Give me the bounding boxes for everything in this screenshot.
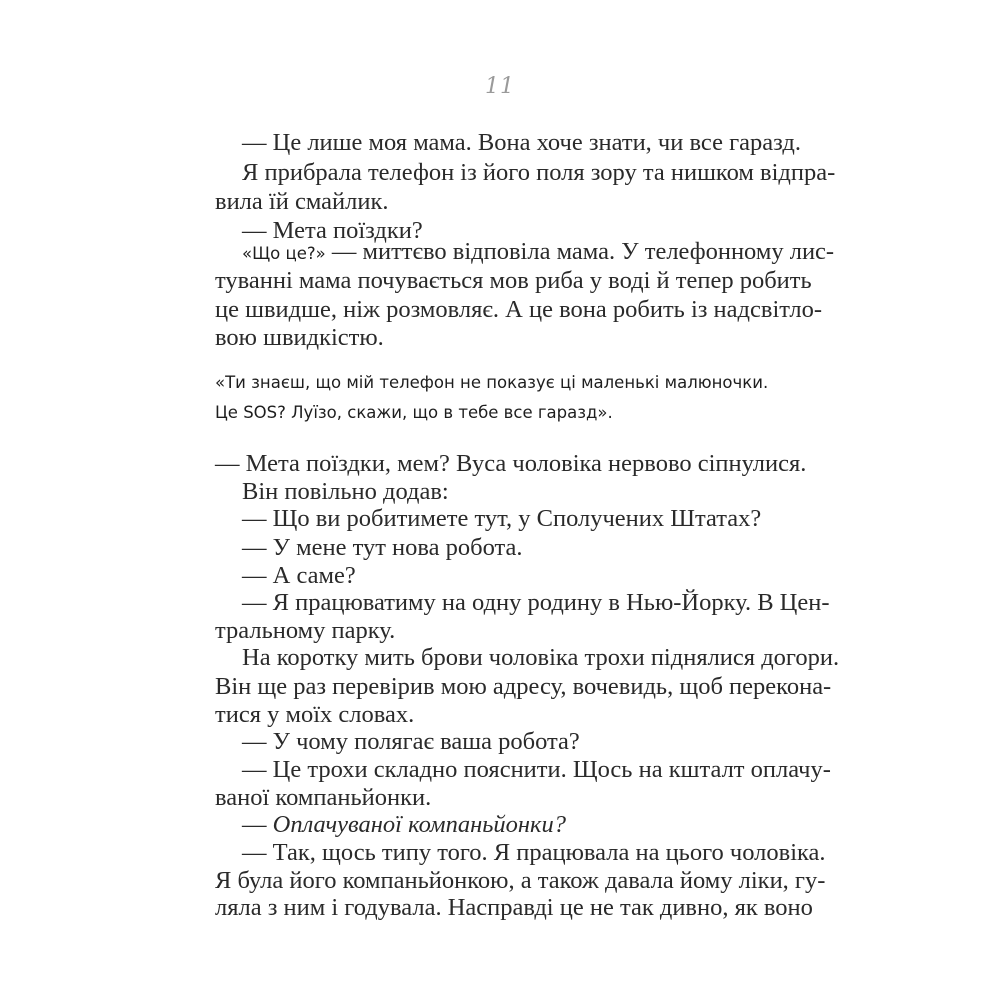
text-line-7: це швидше, ніж розмовляє. А це вона робить із надсвітло- xyxy=(215,296,822,323)
text-line-4: — Мета поїздки? xyxy=(242,217,423,244)
message-line-1: «Ти знаєш, що мій телефон не показує ці маленькі малюночки. xyxy=(215,373,769,392)
page-number: 11 xyxy=(485,74,515,99)
text-line-25: ляла з ним і годувала. Насправді це не так дивно, як воно xyxy=(215,894,813,921)
text-line-13: — А саме? xyxy=(242,562,356,589)
text-line-3: вила їй смайлик. xyxy=(215,188,389,215)
text-line-5 xyxy=(242,237,835,269)
text-line-11: — Що ви робитимете тут, у Сполучених Штатах? xyxy=(242,505,762,532)
text-line-21: ваної компаньйонки. xyxy=(215,784,432,811)
text-line-17: Він ще раз перевірив мою адресу, вочевидь, щоб перекона- xyxy=(215,673,832,700)
text-line-5-rest: — миттєво відповіла мама. У телефонному лис- xyxy=(325,238,835,265)
text-line-6: туванні мама почувається мов риба у воді й тепер робить xyxy=(215,267,812,294)
dash: — xyxy=(242,811,273,838)
text-line-19: — У чому полягає ваша робота? xyxy=(242,728,580,755)
message-line-2: Це SOS? Луїзо, скажи, що в тебе все гаразд». xyxy=(215,403,613,422)
italic-phrase: Оплачуваної компаньйонки? xyxy=(272,811,566,838)
text-line-8: вою швидкістю. xyxy=(215,324,384,351)
text-line-12: — У мене тут нова робота. xyxy=(242,534,523,561)
text-line-22 xyxy=(242,810,566,840)
text-line-1: — Це лише моя мама. Вона хоче знати, чи все гаразд. xyxy=(242,129,801,156)
text-line-15: тральному парку. xyxy=(215,617,396,644)
message-quote-inline: «Що це?» xyxy=(242,244,326,263)
text-line-2: Я прибрала телефон із його поля зору та нишком відпра- xyxy=(242,159,836,186)
text-line-23: — Так, щось типу того. Я працювала на цього чоловіка. xyxy=(242,839,826,866)
text-line-24: Я була його компаньйонкою, а також давала йому ліки, гу- xyxy=(215,867,826,894)
text-line-20: — Це трохи складно пояснити. Щось на кшталт оплачу- xyxy=(242,756,831,783)
text-line-14: — Я працюватиму на одну родину в Нью-Йорку. В Цен- xyxy=(242,589,830,616)
text-line-9: — Мета поїздки, мем? Вуса чоловіка нервово сіпнулися. xyxy=(215,450,807,477)
text-line-10: Він повільно додав: xyxy=(242,478,449,505)
text-line-18: тися у моїх словах. xyxy=(215,701,415,728)
text-line-16: На коротку мить брови чоловіка трохи піднялися догори. xyxy=(242,644,840,671)
